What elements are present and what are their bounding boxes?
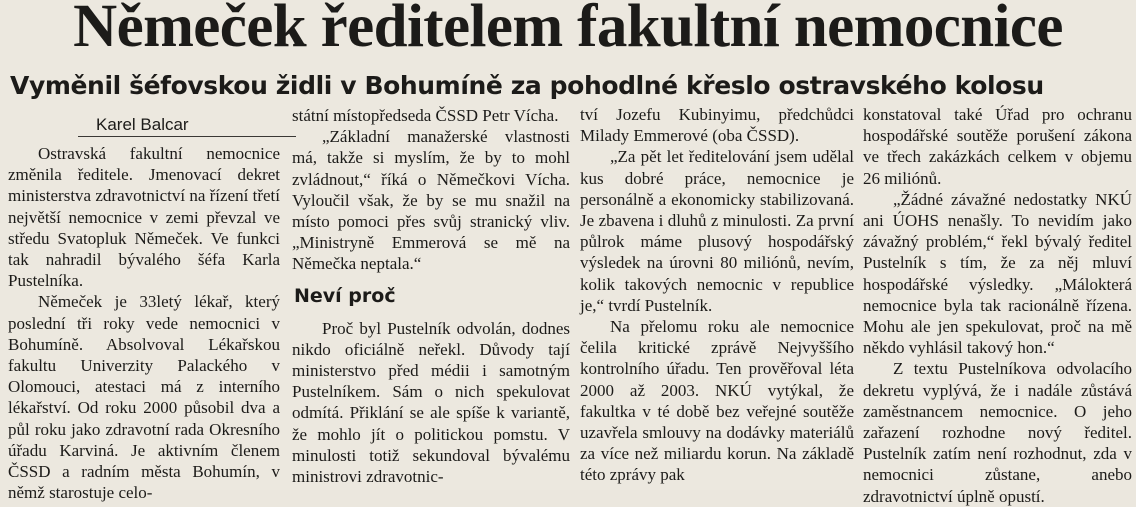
byline: Karel Balcar [78, 116, 296, 137]
paragraph: Na přelomu roku ale nemocnice čelila kritické zprávě Nejvyššího kontrolního úřadu. Ten prověřoval léta 2000 až 2003. NKÚ vytýkal, že fakultka v té době bez veřejné soutěže uzavřela smlouvy na dodávky materiálů za více než miliardu korun. Na základě této zprávy pak [580, 317, 854, 485]
paragraph: „Žádné závažné nedostatky NKÚ ani ÚOHS nenašly. To nevidím jako závažný problém,“ řekl bývalý ředitel Pustelník s tím, že za něj mluví hospodářské výsledky. „Málokterá nemocnice byla tak racionálně řízena. Mohu ale jen spekulovat, proč na mě někdo vyhlásil takový hon.“ [863, 189, 1132, 358]
paragraph: Ostravská fakultní nemocnice změnila ředitele. Jmenovací dekret ministerstva zdravotnictví na řízení třetí největší nemocnice v zemi převzal ve středu Svatopluk Němeček. Ve funkci tak nahradil bývalého šéfa Karla Pustelníka. [8, 144, 280, 291]
text-column-4 [863, 104, 1132, 506]
headline: Němeček ředitelem fakultní nemocnice [73, 0, 1063, 60]
paragraph: Z textu Pustelníkova odvolacího dekretu vyplývá, že i nadále zůstává zaměstnancem nemocnice. O jeho zařazení rozhodne nový ředitel. Pustelník zatím není rozhodnut, zda v nemocnici zůstane, anebo zdravotnictví úplně opustí. [863, 359, 1132, 506]
subheadline: Vyměnil šéfovskou židli v Bohumíně za pohodlné křeslo ostravského kolosu [10, 71, 1044, 100]
text-column-3 [580, 104, 854, 490]
text-column-2 [292, 105, 570, 491]
text-column-1 [8, 104, 280, 503]
paragraph-continuation: tví Jozefu Kubinyimu, předchůdci Milady Emmerové (oba ČSSD). [580, 105, 854, 146]
paragraph: „Za pět let ředitelování jsem udělal kus dobré práce, nemocnice je personálně a ekonomicky stabilizovaná. Je zbavena i dluhů z minulosti. Za první půlrok máme plusový hospodářský výsledek na úrovni 80 miliónů, nevím, kolik takových nemocnic v republice je,“ tvrdí Pustelník. [580, 147, 854, 315]
paragraph: „Základní manažerské vlastnosti má, takže si myslím, že by to mohl zvládnout,“ říká o Němečkovi Vícha. Vyloučil však, že by se mu snažil na místo pomoci přes svůj stranický vliv. „Ministryně Emmerová se mě na Němečka neptala.“ [292, 127, 570, 274]
paragraph: Němeček je 33letý lékař, který poslední tři roky vede nemocnici v Bohumíně. Absolvoval Lékařskou fakultu Univerzity Palackého v Olomouci, atestaci má z interního lékařství. Od roku 2000 působil dva a půl roku jako zdravotní rada Okresního úřadu Karviná. Je aktivním členem ČSSD a radním města Bohumín, v němž starostuje celo- [8, 292, 280, 503]
section-heading: Neví proč [294, 284, 396, 307]
paragraph-continuation: konstatoval také Úřad pro ochranu hospodářské soutěže porušení zákona ve třech zakázkách celkem v objemu 26 miliónů. [863, 105, 1132, 188]
paragraph: Proč byl Pustelník odvolán, dodnes nikdo oficiálně neřekl. Důvody tají ministerstvo před médii i samotným Pustelníkem. Sám o nich spekulovat odmítá. Přiklání se ale spíše k variantě, že mohlo jít o politickou pomstu. V minulosti totiž sekundoval bývalému ministrovi zdravotnic- [292, 318, 570, 487]
paragraph-continuation: státní místopředseda ČSSD Petr Vícha. [292, 106, 559, 125]
